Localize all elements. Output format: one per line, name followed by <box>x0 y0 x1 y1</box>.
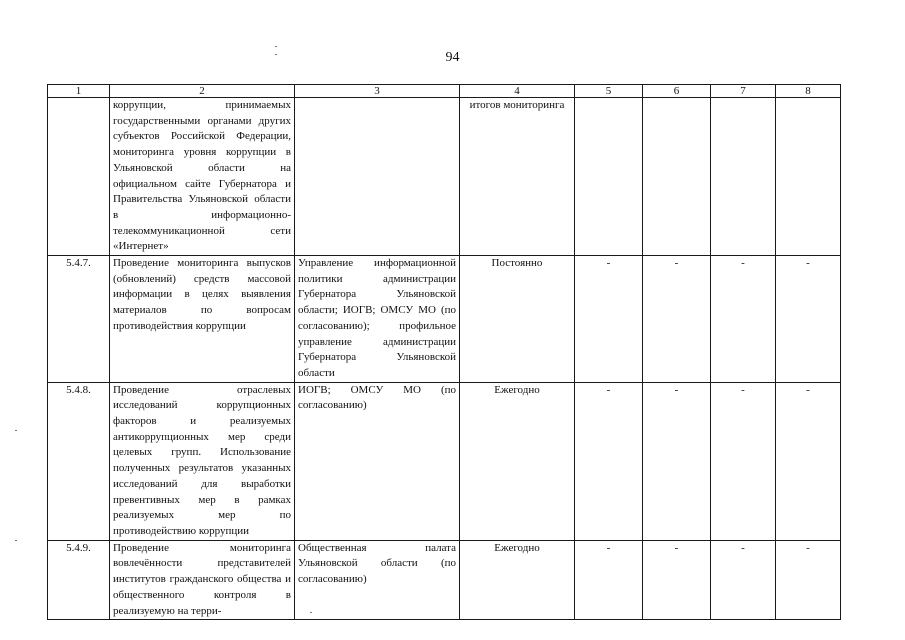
header-cell: 6 <box>643 85 711 98</box>
header-cell: 4 <box>460 85 575 98</box>
executors-text: ИОГВ; ОМСУ МО (по согласованию) <box>295 382 460 540</box>
cell-7: - <box>711 540 776 620</box>
cell-8: - <box>776 256 841 383</box>
period-text: итогов мониторинга <box>460 98 575 256</box>
row-number: 5.4.8. <box>48 382 110 540</box>
cell-6: - <box>643 382 711 540</box>
cell-5 <box>575 98 643 256</box>
scan-speck <box>275 54 277 55</box>
period-text: Ежегодно <box>460 540 575 620</box>
header-cell: 1 <box>48 85 110 98</box>
measure-text: Проведение мониторинга вовлечённости представителей институтов гражданского общества и общественного контроля в реализуемую на терри- <box>110 540 295 620</box>
cell-8: - <box>776 382 841 540</box>
row-number <box>48 98 110 256</box>
cell-7: - <box>711 256 776 383</box>
table-row <box>48 540 841 620</box>
executors-text <box>295 98 460 256</box>
scan-speck <box>15 430 17 431</box>
scan-speck <box>15 540 17 541</box>
period-text: Ежегодно <box>460 382 575 540</box>
measure-text: Проведение отраслевых исследований коррупционных факторов и реализуемых антикоррупционных мер среди целевых групп. Использование полученных результатов указанных исследований для выработки превентивных мер в рамках реализуемых мер по противодействию коррупции <box>110 382 295 540</box>
header-cell: 3 <box>295 85 460 98</box>
row-number: 5.4.7. <box>48 256 110 383</box>
cell-5: - <box>575 256 643 383</box>
cell-6: - <box>643 256 711 383</box>
cell-5: - <box>575 382 643 540</box>
period-text: Постоянно <box>460 256 575 383</box>
row-number: 5.4.9. <box>48 540 110 620</box>
scan-speck <box>275 46 277 47</box>
measure-text: Проведение мониторинга выпусков (обновлений) средств массовой информации в целях выявления материалов по вопросам противодействия коррупции <box>110 256 295 383</box>
header-cell: 2 <box>110 85 295 98</box>
table-row <box>48 256 841 383</box>
cell-7: - <box>711 382 776 540</box>
scan-speck <box>310 612 312 613</box>
table-header-row <box>48 85 841 98</box>
header-cell: 5 <box>575 85 643 98</box>
header-cell: 7 <box>711 85 776 98</box>
cell-8: - <box>776 540 841 620</box>
table-row <box>48 98 841 256</box>
executors-text: Управление информационной политики администрации Губернатора Ульяновской области; ИОГВ; ОМСУ МО (по согласованию); профильное управление администрации Губернатора Ульяновской области <box>295 256 460 383</box>
cell-6: - <box>643 540 711 620</box>
executors-text: Общественная палата Ульяновской области (по согласованию) <box>295 540 460 620</box>
header-cell: 8 <box>776 85 841 98</box>
cell-5: - <box>575 540 643 620</box>
measures-table <box>47 84 841 620</box>
cell-6 <box>643 98 711 256</box>
measure-text: коррупции, принимаемых государственными органами других субъектов Российской Федерации, мониторинга уровня коррупции в Ульяновской области на официальном сайте Губернатора и Правительства Ульяновской области в информационно-телекоммуникационной сети «Интернет» <box>110 98 295 256</box>
table-row <box>48 382 841 540</box>
cell-7 <box>711 98 776 256</box>
cell-8 <box>776 98 841 256</box>
page-number: 94 <box>445 50 460 65</box>
